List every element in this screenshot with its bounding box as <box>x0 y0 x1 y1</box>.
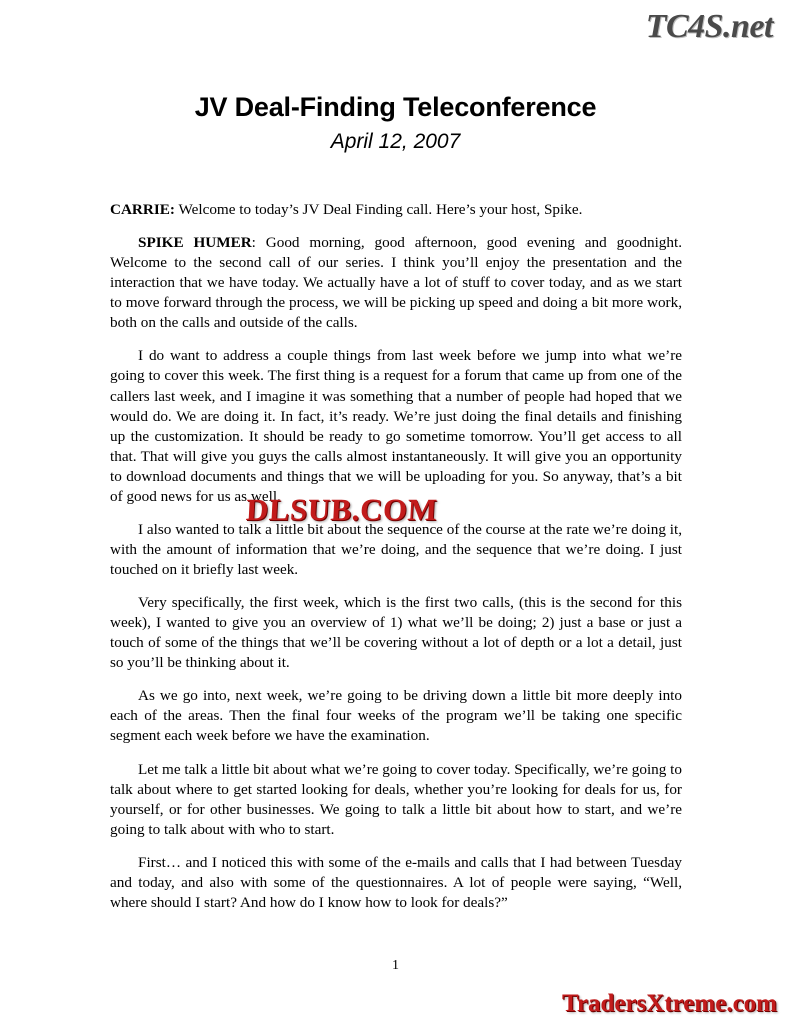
speaker-label: CARRIE: <box>110 201 175 218</box>
paragraph-text: I do want to address a couple things from last week before we jump into what we’re going to cover this week. The first thing is a request for a forum that came up from one of the callers last week, and I imagine it was something that a number of people had hoped that we would do. We are doing it. In fact, it’s ready. We’re just doing the final details and finishing up the customization. It should be ready to go sometime tomorrow. You’ll get access to all that. That will give you guys the calls almost instantaneously. It will give you an opportunity to download documents and things that we will be uploading for you. So anyway, that’s a bit of good news for us as well. <box>110 347 682 505</box>
paragraph <box>110 520 682 580</box>
paragraph-text: As we go into, next week, we’re going to be driving down a little bit more deeply into each of the areas. Then the final four weeks of the program we’ll be taking one specific segment each week before we have the examination. <box>110 687 682 745</box>
paragraph-text: First… and I noticed this with some of the e-mails and calls that I had between Tuesday and today, and also with some of the questionnaires. A lot of people were saying, “Well, where should I start? And how do I know how to look for deals?” <box>110 853 682 911</box>
paragraph <box>110 346 682 507</box>
page-title: JV Deal-Finding Teleconference <box>194 92 597 122</box>
page-number: 1 <box>392 958 399 973</box>
paragraph <box>110 686 682 746</box>
bottom-right-watermark: TradersXtreme.com <box>562 990 777 1017</box>
center-watermark: DLSUB.COM <box>245 492 439 527</box>
paragraph <box>110 233 682 333</box>
paragraph <box>110 760 682 840</box>
paragraph <box>110 593 682 673</box>
transcript-body <box>110 200 682 926</box>
paragraph-text: Let me talk a little bit about what we’re going to cover today. Specifically, we’re going to talk about where to get started looking for deals, whether you’re looking for deals for us, for yourself, or for other businesses. We going to talk a little bit about how to start, and we’re going to talk about with who to start. <box>110 760 682 838</box>
paragraph-text: Very specifically, the first week, which is the first two calls, (this is the second for this week), I wanted to give you an overview of 1) what we’ll be doing; 2) just a base or just a touch of some of the things that we’ll be covering without a lot of depth or a lot a detail, just so you’ll be thinking about it. <box>110 594 682 672</box>
top-right-watermark: TC4S.net <box>645 8 773 45</box>
paragraph-text: Welcome to today’s JV Deal Finding call. Here’s your host, Spike. <box>174 201 583 218</box>
paragraph-text: : Good morning, good afternoon, good evening and goodnight. Welcome to the second call of our series. I think you’ll enjoy the presentation and the interaction that we have today. We actually have a lot of stuff to cover today, and as we start to move forward through the process, we will be picking up speed and doing a bit more work, both on the calls and outside of the calls. <box>110 234 682 332</box>
page-subtitle: April 12, 2007 <box>330 130 461 153</box>
paragraph-text: I also wanted to talk a little bit about the sequence of the course at the rate we’re doing it, with the amount of information that we’re doing, and the sequence that we’re doing. I just touched on it briefly last week. <box>110 520 682 578</box>
speaker-label: SPIKE HUMER <box>138 234 252 252</box>
paragraph <box>110 853 682 913</box>
paragraph <box>110 200 682 220</box>
